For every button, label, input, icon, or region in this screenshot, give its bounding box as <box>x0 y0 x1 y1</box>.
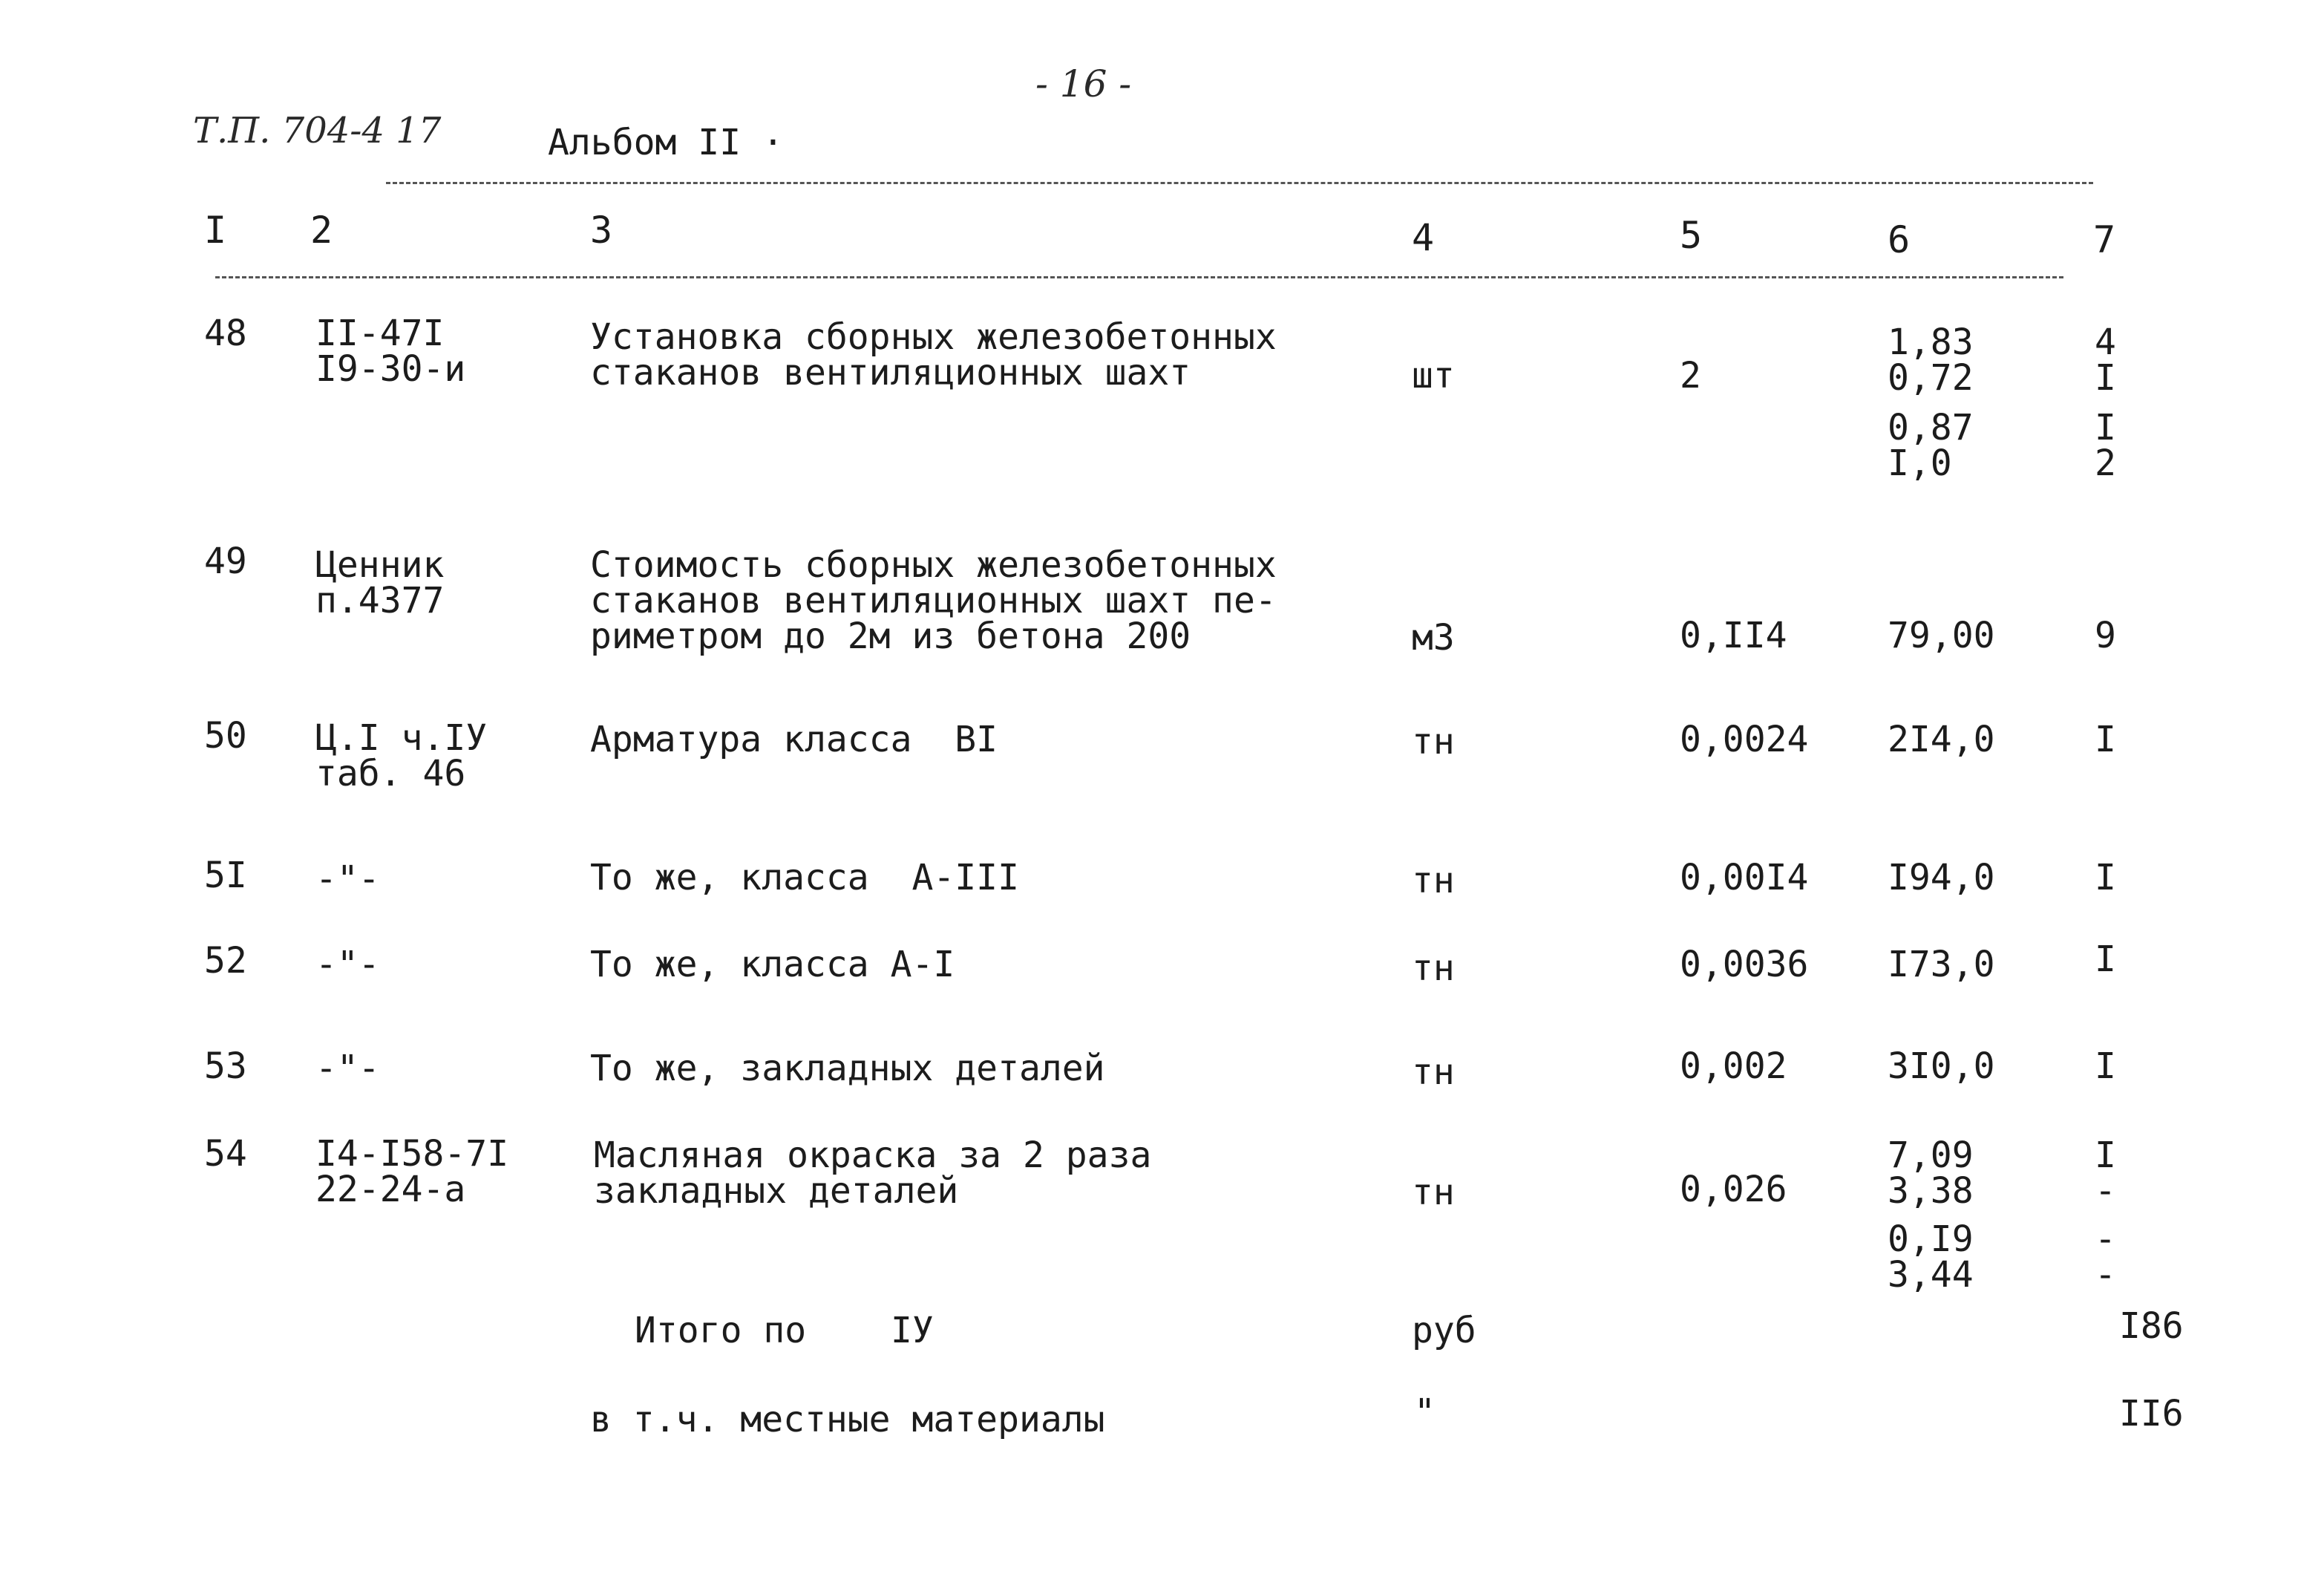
row-unit: тн <box>1412 947 1455 989</box>
row-code: Ц.I ч.IУ таб. 46 <box>315 717 488 794</box>
row-code: -"- <box>315 858 380 900</box>
row-price: 7,09 3,38 <box>1888 1135 1974 1212</box>
totals-unit: руб <box>1412 1310 1476 1351</box>
row-price: 2I4,0 <box>1888 719 1995 760</box>
row-number: 48 <box>204 313 247 354</box>
row-unit: тн <box>1412 721 1455 763</box>
row-total: I - <box>2095 1135 2116 1212</box>
row-code: Ценник п.4377 <box>315 544 445 621</box>
row-description: Арматура класса BI <box>590 719 998 760</box>
row-total: I <box>2095 719 2116 760</box>
project-code: Т.П. 704-4 17 <box>193 110 442 151</box>
row-code: I4-I58-7I 22-24-а <box>315 1133 509 1210</box>
row-price: 1,83 0,72 <box>1888 321 1974 399</box>
column-header: 5 <box>1680 214 1703 257</box>
row-description: То же, класса А-I <box>590 944 955 985</box>
totals-label: Итого по <box>635 1310 807 1351</box>
row-number: 53 <box>204 1045 247 1087</box>
totals-section: IУ <box>891 1310 934 1351</box>
row-description: То же, закладных деталей <box>590 1048 1105 1089</box>
row-price: I94,0 <box>1888 857 1995 898</box>
row-quantity: 0,002 <box>1680 1045 1787 1087</box>
row-total: I <box>2095 1045 2116 1087</box>
row-quantity: 2 <box>1680 355 1701 396</box>
page-number: - 16 - <box>1035 62 1132 105</box>
row-total: 4 I <box>2095 321 2116 399</box>
column-header: 2 <box>310 209 333 252</box>
row-code: -"- <box>315 1048 380 1089</box>
row-price: 0,87 I,0 <box>1888 407 1974 484</box>
row-price: 79,00 <box>1888 615 1995 656</box>
row-unit: тн <box>1412 1051 1455 1093</box>
local-materials-value: II6 <box>2119 1393 2184 1434</box>
row-number: 52 <box>204 940 247 982</box>
totals-value: I86 <box>2119 1305 2184 1347</box>
row-price: 3I0,0 <box>1888 1045 1995 1087</box>
row-unit: шт <box>1412 355 1455 396</box>
column-header: I <box>204 209 227 252</box>
column-header: 7 <box>2093 218 2116 261</box>
row-code: II-47I I9-30-и <box>315 313 466 390</box>
row-number: 54 <box>204 1133 247 1175</box>
header-rule-top <box>386 182 2093 184</box>
row-number: 5I <box>204 855 247 896</box>
row-total: I 2 <box>2095 407 2116 484</box>
row-description: Масляная окраска за 2 раза закладных деталей <box>594 1135 1152 1212</box>
row-quantity: 0,026 <box>1680 1169 1787 1210</box>
row-price: 0,I9 3,44 <box>1888 1218 1974 1296</box>
header-rule-bottom <box>215 276 2063 278</box>
row-description: То же, класса А-III <box>590 857 1019 898</box>
local-materials-unit: " <box>1414 1391 1436 1433</box>
row-number: 49 <box>204 541 247 582</box>
row-total: I <box>2095 857 2116 898</box>
row-number: 50 <box>204 715 247 757</box>
row-description: Установка сборных железобетонных стаканов вентиляционных шахт <box>590 316 1277 394</box>
row-quantity: 0,II4 <box>1680 615 1787 656</box>
column-header: 6 <box>1888 218 1911 261</box>
row-unit: тн <box>1412 1172 1455 1213</box>
row-total: I <box>2095 938 2116 980</box>
row-description: Стоимость сборных железобетонных стаканов вентиляционных шахт пе- риметром до 2м из бетона 200 <box>590 544 1277 657</box>
row-unit: тн <box>1412 860 1455 901</box>
row-code: -"- <box>315 944 380 985</box>
column-header: 3 <box>590 209 613 252</box>
local-materials-label: в т.ч. местные материалы <box>590 1399 1105 1440</box>
row-unit: м3 <box>1412 617 1455 659</box>
album-label: Альбом II · <box>548 122 784 163</box>
row-quantity: 0,0024 <box>1680 719 1809 760</box>
column-header: 4 <box>1412 216 1435 259</box>
row-quantity: 0,00I4 <box>1680 857 1809 898</box>
row-total: - - <box>2095 1218 2116 1296</box>
row-price: I73,0 <box>1888 944 1995 985</box>
row-quantity: 0,0036 <box>1680 944 1809 985</box>
row-total: 9 <box>2095 615 2116 656</box>
